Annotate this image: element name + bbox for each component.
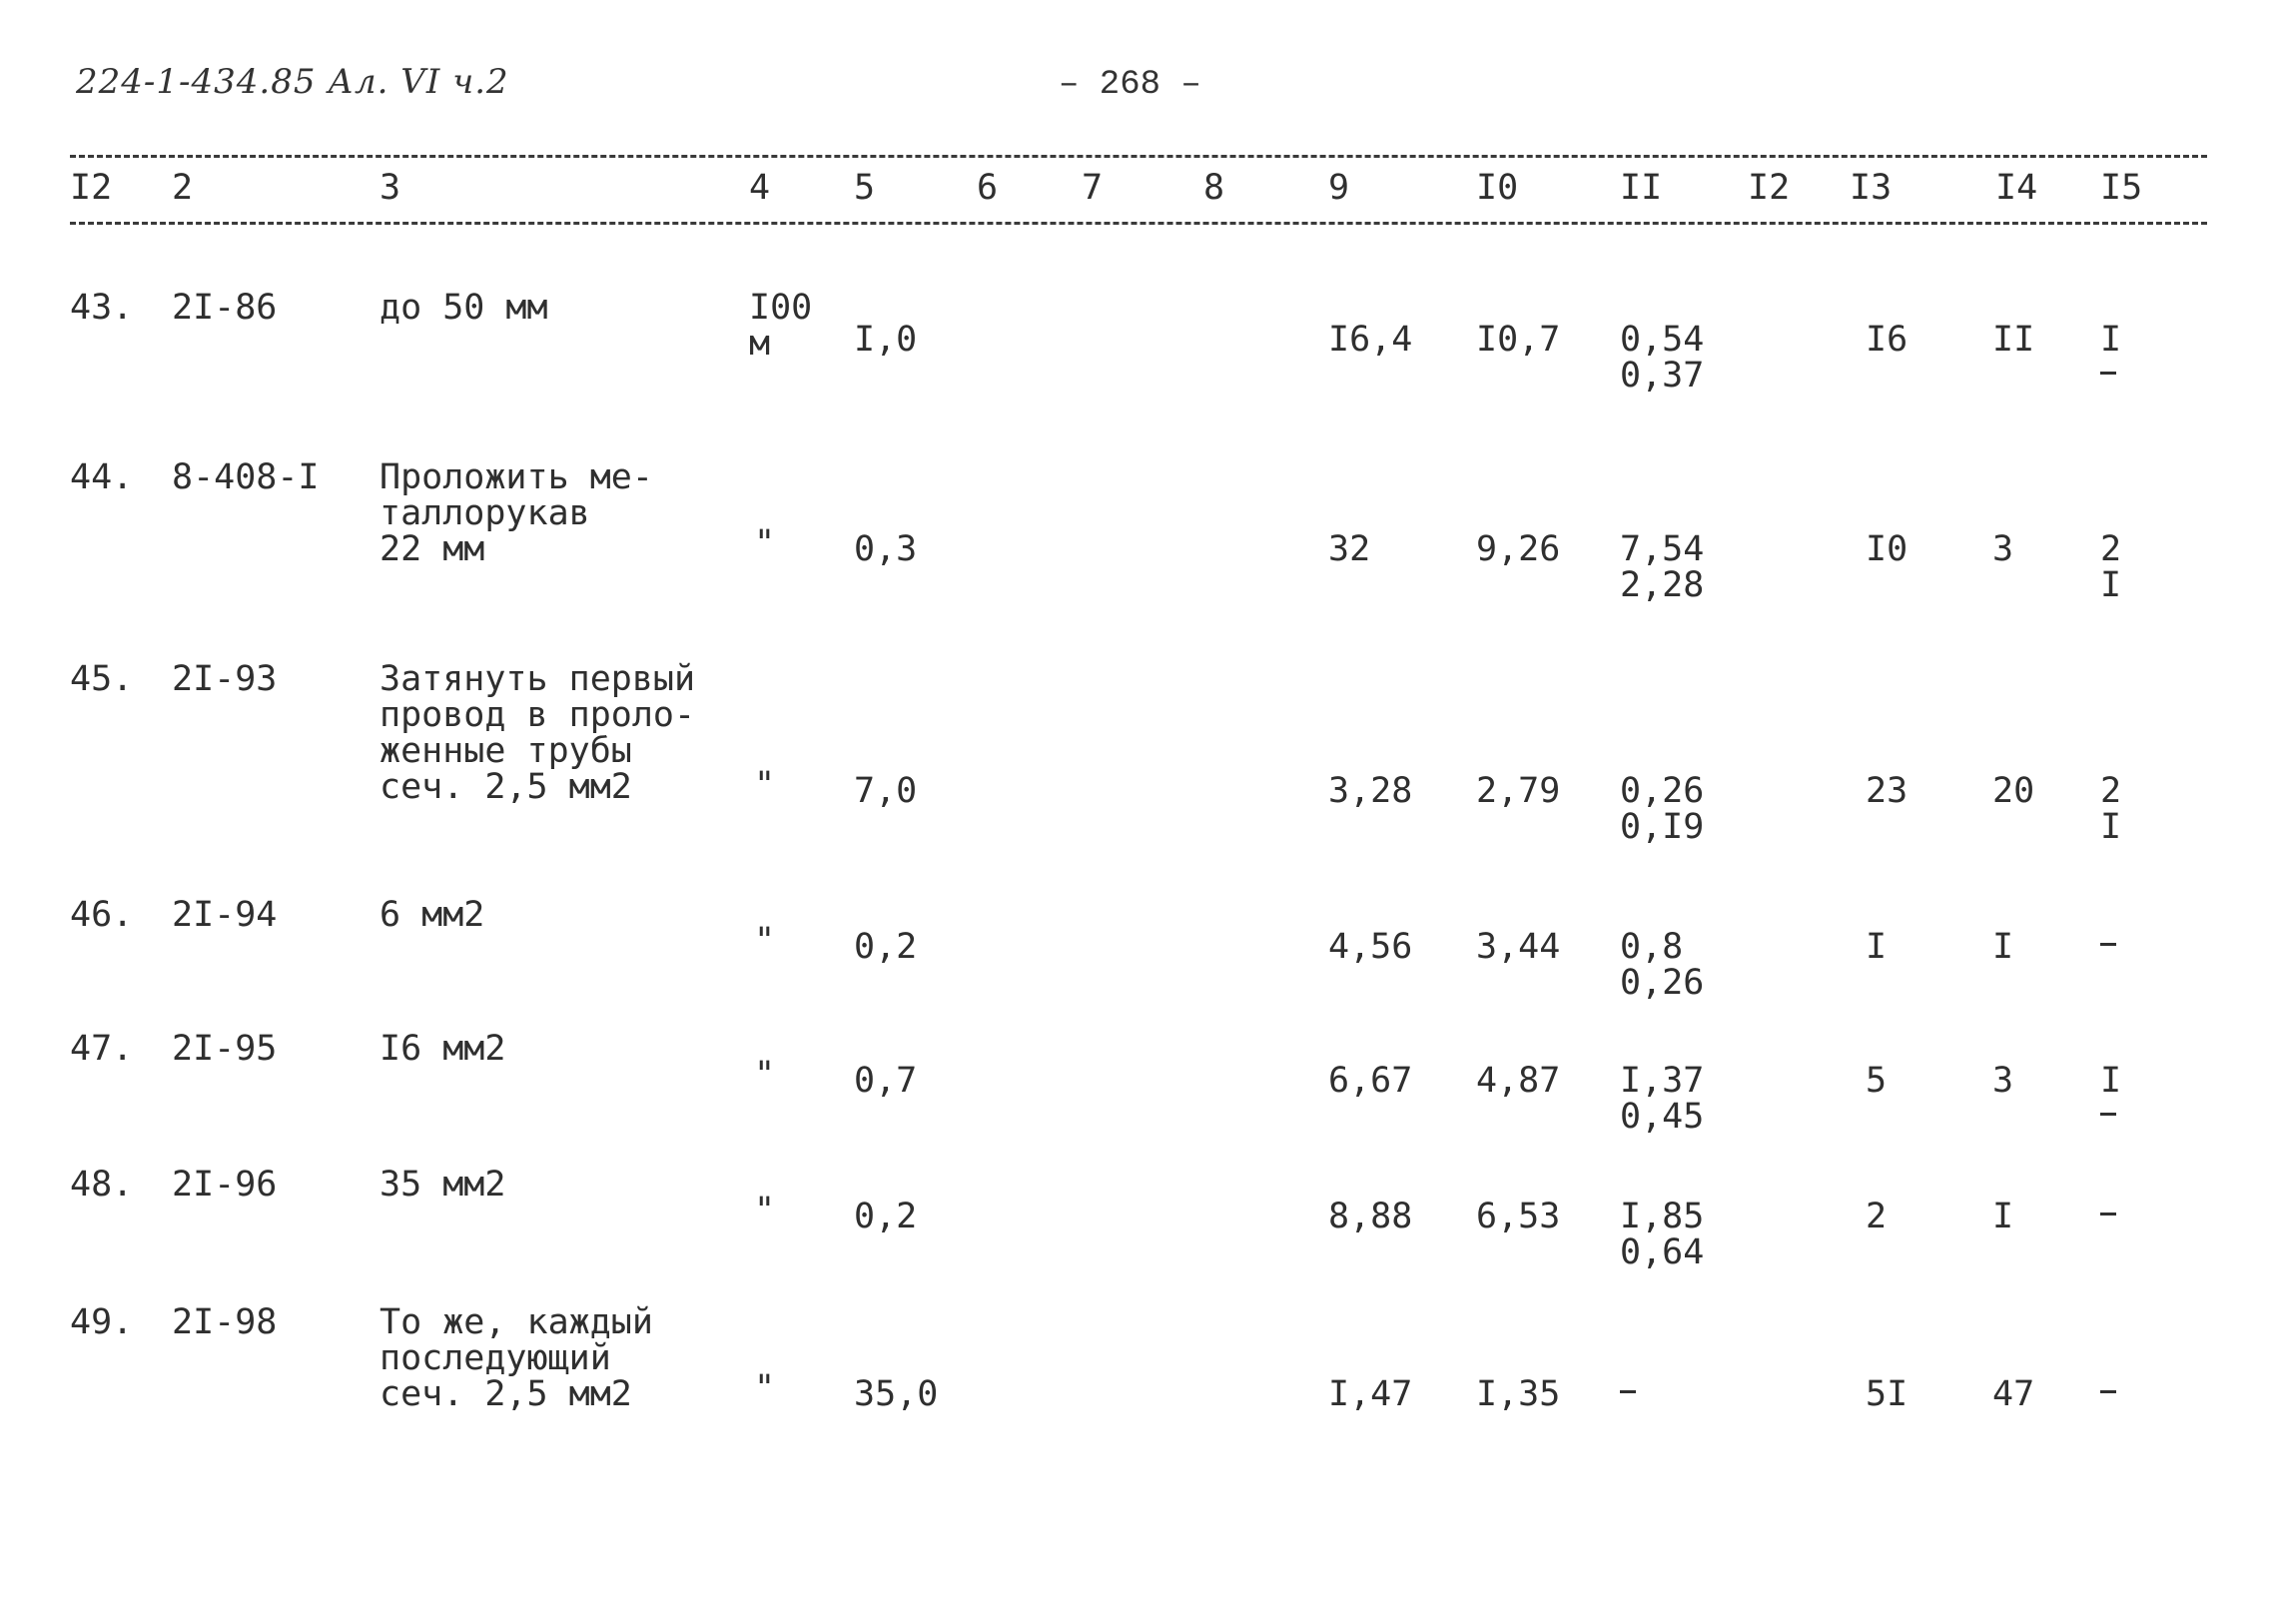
- row-number: 46.: [70, 895, 134, 935]
- row-number: 49.: [70, 1302, 134, 1342]
- row-col11-line: I,85: [1620, 1197, 1705, 1236]
- row-number: 48.: [70, 1165, 134, 1205]
- row-unit: ": [754, 921, 776, 961]
- row-col11: [1620, 773, 1704, 845]
- row-code: 2I-93: [172, 659, 278, 699]
- row-code: 2I-96: [172, 1165, 278, 1205]
- row-description-line: до 50 мм: [380, 288, 548, 328]
- row-quantity: 0,2: [854, 1197, 918, 1236]
- row-col11: [1620, 531, 1704, 603]
- row-col14: II: [1992, 320, 2035, 360]
- column-header-4: 4: [749, 168, 771, 208]
- row-unit-line: I00: [749, 288, 813, 328]
- row-col10: I0,7: [1476, 320, 1561, 360]
- row-quantity: 0,7: [854, 1061, 918, 1101]
- column-header-5: 5: [854, 168, 876, 208]
- row-col11-line: 0,54: [1620, 320, 1705, 360]
- row-unit: ": [754, 1055, 776, 1095]
- row-col11: [1620, 1063, 1704, 1135]
- row-description-line: 22 мм: [380, 529, 485, 569]
- row-description-line: Затянуть первый: [380, 659, 696, 699]
- row-description-line: 35 мм2: [380, 1165, 506, 1205]
- row-col11-line: 0,64: [1620, 1232, 1705, 1272]
- row-description-line: женные трубы: [380, 731, 632, 771]
- row-col15: [2100, 1199, 2116, 1237]
- row-code: 2I-98: [172, 1302, 278, 1342]
- row-number: 47.: [70, 1029, 134, 1069]
- row-col11-line: [1620, 1390, 1636, 1415]
- row-description: [380, 897, 484, 933]
- row-col11: [1620, 1199, 1704, 1270]
- row-quantity: 7,0: [854, 771, 918, 811]
- column-header-6: 6: [977, 168, 999, 208]
- row-col10: 9,26: [1476, 529, 1561, 569]
- column-header-13: I3: [1850, 168, 1893, 208]
- row-col11: [1620, 322, 1704, 394]
- row-unit: ": [754, 523, 776, 563]
- row-quantity: 0,3: [854, 529, 918, 569]
- row-description-line: последующий: [380, 1338, 611, 1378]
- row-description-line: I6 мм2: [380, 1029, 506, 1069]
- row-col10: 3,44: [1476, 927, 1561, 967]
- row-description-line: сеч. 2,5 мм2: [380, 767, 632, 807]
- row-description: [380, 290, 548, 326]
- row-col15-line: I: [2100, 320, 2122, 360]
- column-header-8: 8: [1203, 168, 1225, 208]
- row-col15-line: 2: [2100, 529, 2122, 569]
- row-col13: 5: [1866, 1061, 1888, 1101]
- row-col10: 4,87: [1476, 1061, 1561, 1101]
- row-col9: I,47: [1328, 1374, 1413, 1414]
- row-col14: 3: [1992, 529, 2014, 569]
- row-col15: [2100, 531, 2121, 603]
- row-number: 45.: [70, 659, 134, 699]
- row-col15: [2100, 929, 2116, 968]
- row-col15: [2100, 322, 2121, 397]
- row-col11-line: 2,28: [1620, 565, 1705, 605]
- row-col15-line: [2100, 943, 2116, 968]
- row-col15: [2100, 773, 2121, 845]
- row-description-line: 6 мм2: [380, 895, 485, 935]
- row-col14: 20: [1992, 771, 2035, 811]
- row-col13: 5I: [1866, 1374, 1908, 1414]
- row-description-line: Проложить ме-: [380, 457, 653, 497]
- column-header-11: II: [1620, 168, 1663, 208]
- column-header-2: 2: [172, 168, 194, 208]
- row-col15-line: [2100, 1390, 2116, 1415]
- row-description: [380, 1167, 505, 1203]
- row-col9: I6,4: [1328, 320, 1413, 360]
- row-description-line: То же, каждый: [380, 1302, 653, 1342]
- row-col9: 8,88: [1328, 1197, 1413, 1236]
- row-description-line: провод в проло-: [380, 695, 696, 735]
- column-header-1: I2: [70, 168, 113, 208]
- row-code: 2I-94: [172, 895, 278, 935]
- row-col11-line: 0,37: [1620, 356, 1705, 396]
- row-col11: [1620, 929, 1704, 1001]
- column-header-7: 7: [1082, 168, 1104, 208]
- row-col9: 3,28: [1328, 771, 1413, 811]
- row-col15: [2100, 1376, 2116, 1415]
- row-col15-line: 2: [2100, 771, 2122, 811]
- row-description: [380, 459, 653, 567]
- row-col11-line: I,37: [1620, 1061, 1705, 1101]
- column-header-3: 3: [380, 168, 401, 208]
- row-col10: 2,79: [1476, 771, 1561, 811]
- row-unit: ": [754, 1368, 776, 1408]
- row-unit: [749, 290, 812, 362]
- row-number: 44.: [70, 457, 134, 497]
- row-col14: I: [1992, 1197, 2014, 1236]
- row-description-line: таллорукав: [380, 493, 590, 533]
- row-col15-line: I: [2100, 807, 2122, 847]
- row-col10: I,35: [1476, 1374, 1561, 1414]
- row-col11-line: 0,I9: [1620, 807, 1705, 847]
- document-code: 224-1-434.85 Ал. VI ч.2: [76, 62, 509, 102]
- row-col14: I: [1992, 927, 2014, 967]
- row-code: 2I-86: [172, 288, 278, 328]
- row-quantity: I,0: [854, 320, 918, 360]
- row-col14: 3: [1992, 1061, 2014, 1101]
- row-col10: 6,53: [1476, 1197, 1561, 1236]
- row-col11-line: 7,54: [1620, 529, 1705, 569]
- row-col15-line: [2100, 372, 2116, 397]
- row-unit: ": [754, 765, 776, 805]
- row-col13: I0: [1866, 529, 1908, 569]
- row-col15-line: I: [2100, 565, 2122, 605]
- header-top-rule: [70, 155, 2207, 158]
- row-unit: ": [754, 1191, 776, 1230]
- row-col14: 47: [1992, 1374, 2035, 1414]
- column-header-10: I0: [1476, 168, 1519, 208]
- row-col13: I6: [1866, 320, 1908, 360]
- header-bottom-rule: [70, 222, 2207, 225]
- row-code: 8-408-I: [172, 457, 320, 497]
- column-header-12: I2: [1748, 168, 1791, 208]
- row-description: [380, 661, 695, 805]
- row-quantity: 35,0: [854, 1374, 939, 1414]
- row-col11-line: 0,26: [1620, 963, 1705, 1003]
- row-col13: 2: [1866, 1197, 1888, 1236]
- page-number: – 268 –: [1059, 66, 1201, 104]
- row-col15-line: [2100, 1113, 2116, 1138]
- row-col13: 23: [1866, 771, 1908, 811]
- row-col15-line: [2100, 1213, 2116, 1237]
- row-description: [380, 1304, 653, 1412]
- row-number: 43.: [70, 288, 134, 328]
- row-col9: 32: [1328, 529, 1371, 569]
- row-col11-line: 0,45: [1620, 1097, 1705, 1137]
- row-col9: 6,67: [1328, 1061, 1413, 1101]
- row-description: [380, 1031, 505, 1067]
- row-col11: [1620, 1376, 1636, 1415]
- row-col15: [2100, 1063, 2121, 1138]
- row-col11-line: 0,26: [1620, 771, 1705, 811]
- column-header-15: I5: [2100, 168, 2143, 208]
- row-code: 2I-95: [172, 1029, 278, 1069]
- column-header-14: I4: [1995, 168, 2038, 208]
- row-col9: 4,56: [1328, 927, 1413, 967]
- row-description-line: сеч. 2,5 мм2: [380, 1374, 632, 1414]
- row-col13: I: [1866, 927, 1888, 967]
- row-unit-line: м: [749, 324, 771, 364]
- row-col15-line: I: [2100, 1061, 2122, 1101]
- row-quantity: 0,2: [854, 927, 918, 967]
- row-col11-line: 0,8: [1620, 927, 1684, 967]
- column-header-9: 9: [1328, 168, 1350, 208]
